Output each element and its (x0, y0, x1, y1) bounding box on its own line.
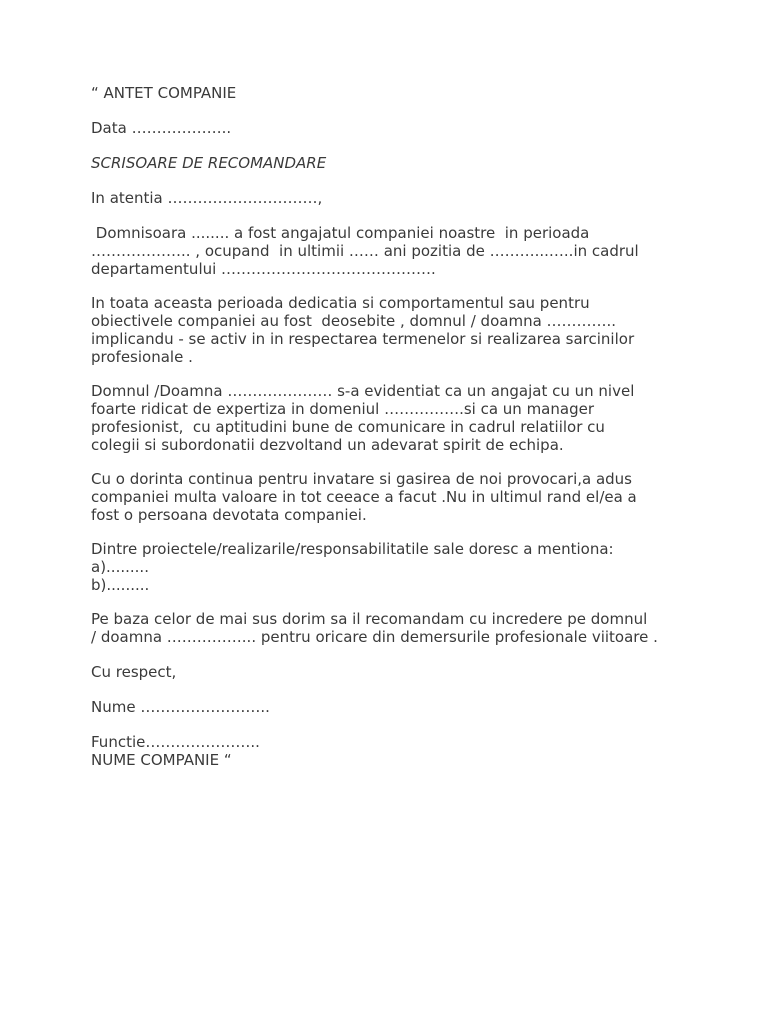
text-line: Domnisoara ........ a fost angajatul companiei noastre in perioada (91, 224, 590, 242)
list-item: b)......... (91, 576, 150, 594)
paragraph-dedication (91, 294, 691, 366)
closing-line: Cu respect, (91, 663, 177, 681)
text-line: / doamna ……………... pentru oricare din demersurile profesionale viitoare . (91, 628, 658, 646)
text-line: Pe baza celor de mai sus dorim sa il recomandam cu incredere pe domnul (91, 610, 648, 628)
text-line: colegii si subordonatii dezvoltand un adevarat spirit de echipa. (91, 436, 564, 454)
text-line: ……………….. , ocupand in ultimii …… ani pozitia de ………...…..in cadrul (91, 242, 639, 260)
text-line: obiectivele companiei au fost deosebite , domnul / doamna ………….. (91, 312, 617, 330)
list-item: a)......... (91, 558, 149, 576)
paragraph-recommendation (91, 610, 691, 646)
paragraph-intro (91, 224, 691, 278)
text-line: Dintre proiectele/realizarile/responsabilitatile sale doresc a mentiona: (91, 540, 614, 558)
text-line: departamentului ……………………………………. (91, 260, 436, 278)
text-line: Cu o dorinta continua pentru invatare si gasirea de noi provocari,a adus (91, 470, 632, 488)
text-line: profesionale . (91, 348, 193, 366)
text-line: companiei multa valoare in tot ceeace a facut .Nu in ultimul rand el/ea a (91, 488, 637, 506)
text-line: foarte ridicat de expertiza in domeniul …………….si ca un manager (91, 400, 594, 418)
paragraph-expertise (91, 382, 691, 454)
attention-line: In atentia …………………………, (91, 189, 323, 207)
signature-name-line: Nume …………………….. (91, 698, 270, 716)
text-line: In toata aceasta perioada dedicatia si comportamentul sau pentru (91, 294, 590, 312)
signature-function-line: Functie………………….. (91, 733, 260, 751)
date-line: Data ……………….. (91, 119, 232, 137)
text-line: profesionist, cu aptitudini bune de comunicare in cadrul relatiilor cu (91, 418, 605, 436)
text-line: Domnul /Doamna ………………… s-a evidentiat ca un angajat cu un nivel (91, 382, 635, 400)
company-footer: NUME COMPANIE “ (91, 751, 232, 769)
letter-title: SCRISOARE DE RECOMANDARE (91, 154, 327, 172)
company-header: “ ANTET COMPANIE (91, 84, 237, 102)
letter-document (91, 84, 691, 769)
paragraph-projects (91, 540, 691, 594)
text-line: implicandu - se activ in in respectarea termenelor si realizarea sarcinilor (91, 330, 635, 348)
text-line: fost o persoana devotata companiei. (91, 506, 367, 524)
paragraph-learning (91, 470, 691, 524)
